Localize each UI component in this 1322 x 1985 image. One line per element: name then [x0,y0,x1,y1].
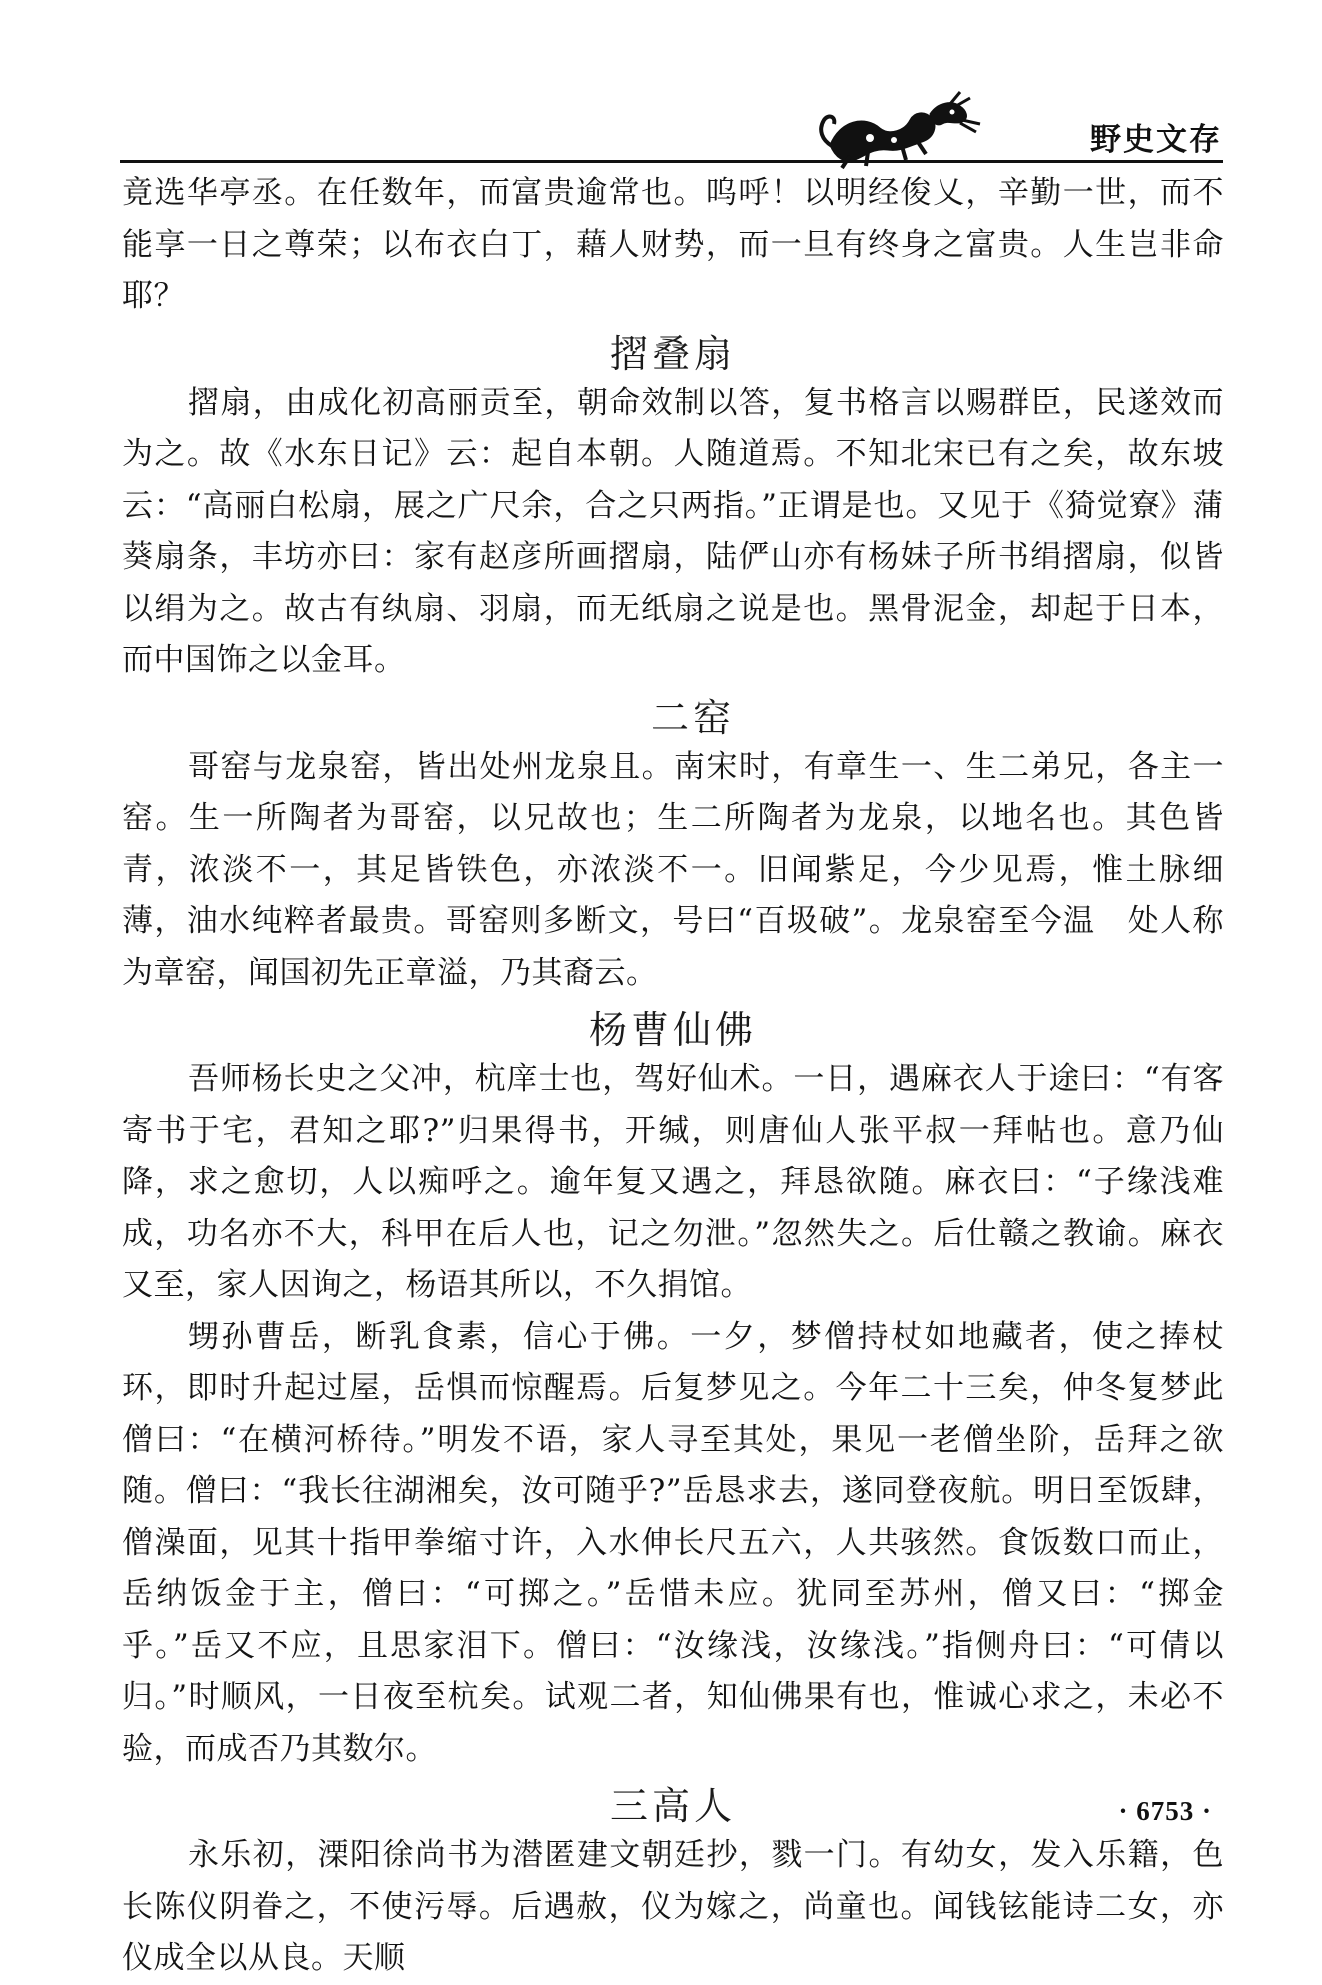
page-number: · 6753 · [1118,1796,1212,1826]
section-paragraph: 甥孙曹岳，断乳食素，信心于佛。一夕，梦僧持杖如地藏者，使之捧杖环，即时升起过屋，岳惧而惊醒焉。后复梦见之。今年二十三矣，仲冬复梦此僧曰：“在横河桥待。”明发不语，家人寻至其处，果见一老僧坐阶，岳拜之欲随。僧曰：“我长往湖湘矣，汝可随乎?”岳恳求去，遂同登夜航。明日至饭肆，僧澡面，见其十指甲拳缩寸许，入水伸长尺五六，人共骇然。食饭数口而止，岳纳饭金于主，僧曰：“可掷之。”岳惜未应。犹同至苏州，僧又曰：“掷金乎。”岳又不应，且思家泪下。僧曰：“汝缘浅，汝缘浅。”指侧舟曰：“可倩以归。”时顺风，一日夜至杭矣。试观二者，知仙佛果有也，惟诚心求之，未必不验，而成否乃其数尔。 [122,1318,1224,1767]
section-title-kilns: 二窑 [650,695,735,740]
page-header [120,90,1222,160]
section-paragraph: 摺扇，由成化初高丽贡至，朝命效制以答，复书格言以赐群臣，民遂效而为之。故《水东日记》云：起自本朝。人随道焉。不知北宋已有之矣，故东坡云：“高丽白松扇，展之广尺余，合之只两指。”正谓是也。又见于《猗觉寮》蒲葵扇条，丰坊亦曰：家有赵彦所画摺扇，陆俨山亦有杨妹子所书绢摺扇，似皆以绢为之。故古有纨扇、羽扇，而无纸扇之说是也。黑骨泥金，却起于日本，而中国饰之以金耳。 [122,384,1224,678]
section-paragraph: 吾师杨长史之父冲，杭庠士也，驾好仙术。一日，遇麻衣人于途曰：“有客寄书于宅，君知之耶?”归果得书，开缄，则唐仙人张平叔一拜帖也。意乃仙降，求之愈切，人以痴呼之。逾年复又遇之，拜恳欲随。麻衣曰：“子缘浅难成，功名亦不大，科甲在后人也，记之勿泄。”忽然失之。后仕赣之教谕。麻衣又至，家人因询之，杨语其所以，不久捐馆。 [122,1061,1224,1303]
header-rule [120,160,1223,163]
section-title-three-noble: 三高人 [609,1784,736,1828]
running-title: 野史文存 [1090,122,1222,158]
dragon-emblem-icon [810,90,1000,170]
section-paragraph: 哥窑与龙泉窑，皆出处州龙泉且。南宋时，有章生一、生二弟兄，各主一窑。生一所陶者为哥窑，以兄故也；生二所陶者为龙泉，以地名也。其色皆青，浓淡不一，其足皆铁色，亦浓淡不一。旧闻紫足，今少见焉，惟土脉细薄，油水纯粹者最贵。哥窑则多断文，号曰“百圾破”。龙泉窑至今温 处人称为章窑，闻国初先正章溢，乃其裔云。 [122,748,1224,991]
section-paragraph: 永乐初，溧阳徐尚书为潜匿建文朝廷抄，戮一门。有幼女，发入乐籍，色长陈仪阴眷之，不使污辱。后遇赦，仪为嫁之，尚童也。闻钱铉能诗二女，亦仪成全以从良。天顺 [122,1837,1224,1976]
section-title-fan: 摺叠扇 [609,331,736,376]
page-content [122,168,1224,1985]
continued-paragraph: 竟选华亭丞。在任数年，而富贵逾常也。呜呼！以明经俊乂，辛勤一世，而不能享一日之尊荣；以布衣白丁，藉人财势，而一旦有终身之富贵。人生岂非命耶？ [122,175,1224,314]
section-title-immortals: 杨曹仙佛 [588,1008,757,1052]
